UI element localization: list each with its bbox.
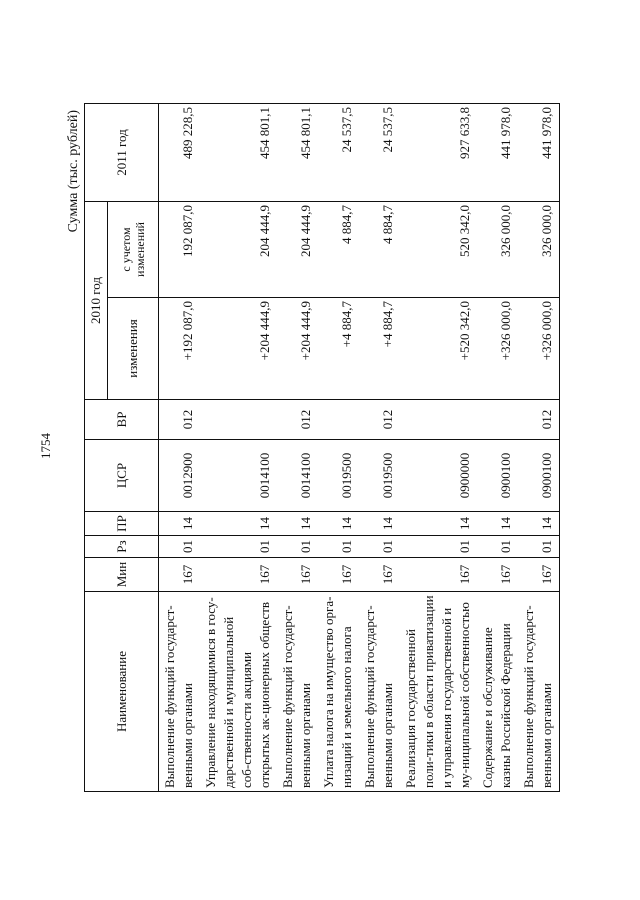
cell-changes: +520 342,0 [400, 298, 477, 400]
cell-changes: +192 087,0 [159, 298, 201, 400]
cell-csr: 0019500 [359, 440, 400, 512]
cell-with-changes: 326 000,0 [518, 202, 560, 298]
cell-csr: 0012900 [159, 440, 201, 512]
cell-pr: 14 [159, 512, 201, 536]
cell-rz: 01 [359, 536, 400, 558]
cell-pr: 14 [400, 512, 477, 536]
table-row [277, 104, 318, 792]
header-vr: ВР [85, 400, 159, 440]
cell-pr: 14 [359, 512, 400, 536]
cell-pr: 14 [518, 512, 560, 536]
cell-vr: 012 [277, 400, 318, 440]
cell-year-2011: 24 537,5 [359, 104, 400, 202]
cell-min: 167 [277, 558, 318, 592]
cell-vr [477, 400, 518, 440]
cell-rz: 01 [477, 536, 518, 558]
header-year-2010: 2010 год [85, 202, 108, 400]
cell-year-2011: 24 537,5 [318, 104, 359, 202]
cell-name: Выполнение функций государст-венными органами [159, 592, 201, 792]
table-row [200, 104, 277, 792]
cell-min: 167 [318, 558, 359, 592]
header-changes: изменения [108, 298, 159, 400]
cell-min: 167 [159, 558, 201, 592]
table-row [359, 104, 400, 792]
cell-vr: 012 [518, 400, 560, 440]
header-with-changes: с учетом изменений [108, 202, 159, 298]
cell-pr: 14 [277, 512, 318, 536]
cell-changes: +326 000,0 [477, 298, 518, 400]
cell-with-changes: 326 000,0 [477, 202, 518, 298]
cell-changes: +204 444,9 [200, 298, 277, 400]
cell-with-changes: 204 444,9 [200, 202, 277, 298]
cell-csr: 0014100 [277, 440, 318, 512]
cell-rz: 01 [200, 536, 277, 558]
cell-rz: 01 [277, 536, 318, 558]
cell-rz: 01 [400, 536, 477, 558]
cell-name: Уплата налога на имущество орга-низаций и земельного налога [318, 592, 359, 792]
cell-min: 167 [359, 558, 400, 592]
page-number: 1754 [38, 433, 53, 459]
cell-min: 167 [477, 558, 518, 592]
cell-changes: +204 444,9 [277, 298, 318, 400]
cell-csr: 0900000 [400, 440, 477, 512]
budget-table [84, 103, 560, 792]
cell-vr [400, 400, 477, 440]
header-rz: Рз [85, 536, 159, 558]
cell-year-2011: 489 228,5 [159, 104, 201, 202]
cell-vr: 012 [359, 400, 400, 440]
cell-changes: +4 884,7 [318, 298, 359, 400]
cell-min: 167 [200, 558, 277, 592]
amount-caption: Сумма (тыс. рублей) [66, 110, 81, 233]
table-body [159, 104, 560, 792]
cell-year-2011: 454 801,1 [200, 104, 277, 202]
table-row [518, 104, 560, 792]
cell-changes: +4 884,7 [359, 298, 400, 400]
cell-pr: 14 [318, 512, 359, 536]
cell-name: Выполнение функций государст-венными органами [359, 592, 400, 792]
header-name: Наименование [85, 592, 159, 792]
cell-csr: 0014100 [200, 440, 277, 512]
cell-with-changes: 4 884,7 [359, 202, 400, 298]
cell-vr: 012 [159, 400, 201, 440]
table-row [318, 104, 359, 792]
cell-rz: 01 [159, 536, 201, 558]
cell-vr [318, 400, 359, 440]
cell-name: Управление находящимися в госу-дарственной и муниципальной соб-ственности акциями открытых ак-ционерных обществ [200, 592, 277, 792]
header-min: Мин [85, 558, 159, 592]
cell-year-2011: 441 978,0 [477, 104, 518, 202]
cell-with-changes: 4 884,7 [318, 202, 359, 298]
cell-changes: +326 000,0 [518, 298, 560, 400]
table-row [159, 104, 201, 792]
table-row [400, 104, 477, 792]
cell-pr: 14 [200, 512, 277, 536]
cell-name: Содержание и обслуживание казны Российской Федерации [477, 592, 518, 792]
cell-year-2011: 441 978,0 [518, 104, 560, 202]
header-csr: ЦСР [85, 440, 159, 512]
cell-with-changes: 192 087,0 [159, 202, 201, 298]
cell-name: Выполнение функций государст-венными органами [518, 592, 560, 792]
cell-year-2011: 454 801,1 [277, 104, 318, 202]
cell-with-changes: 204 444,9 [277, 202, 318, 298]
cell-vr [200, 400, 277, 440]
header-year-2011: 2011 год [85, 104, 159, 202]
cell-year-2011: 927 633,8 [400, 104, 477, 202]
cell-name: Выполнение функций государст-венными органами [277, 592, 318, 792]
cell-name: Реализация государственной поли-тики в области приватизации и управления государственной и му-ниципальной собственностью [400, 592, 477, 792]
cell-pr: 14 [477, 512, 518, 536]
cell-rz: 01 [318, 536, 359, 558]
cell-csr: 0019500 [318, 440, 359, 512]
cell-min: 167 [518, 558, 560, 592]
cell-rz: 01 [518, 536, 560, 558]
cell-csr: 0900100 [477, 440, 518, 512]
header-pr: ПР [85, 512, 159, 536]
table-row [477, 104, 518, 792]
cell-min: 167 [400, 558, 477, 592]
cell-csr: 0900100 [518, 440, 560, 512]
cell-with-changes: 520 342,0 [400, 202, 477, 298]
